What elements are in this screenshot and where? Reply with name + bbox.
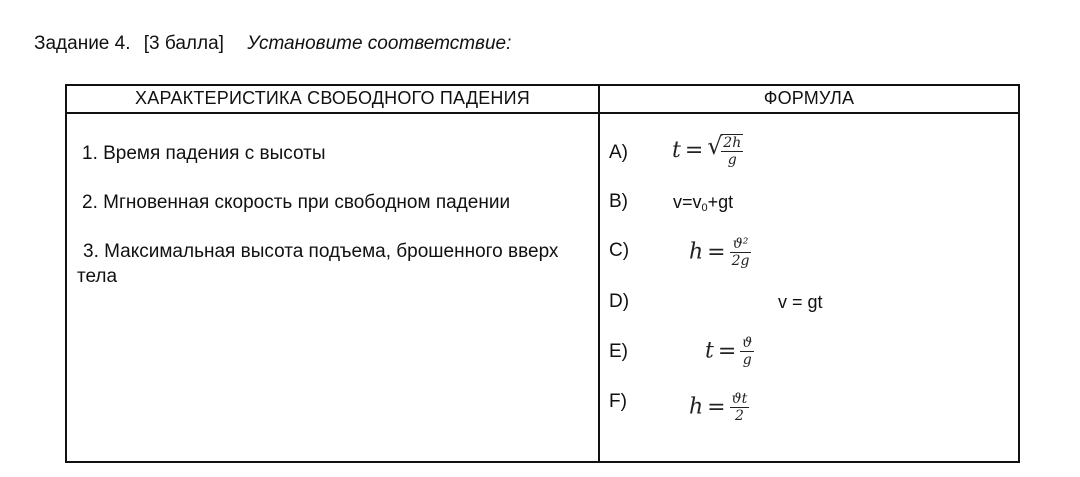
formula-d: v = gt bbox=[778, 292, 823, 312]
formula-equals: = bbox=[684, 138, 704, 163]
formula-equals: = bbox=[717, 338, 737, 364]
formula-fraction bbox=[730, 391, 750, 424]
option-letter: A) bbox=[609, 142, 628, 163]
sqrt-radical bbox=[707, 134, 743, 168]
characteristic-item: 1. Время падения с высоты bbox=[82, 143, 326, 164]
formula-equals: = bbox=[707, 394, 726, 420]
formula-e bbox=[705, 335, 754, 368]
option-letter: F) bbox=[609, 391, 627, 412]
fraction-denominator: 2 bbox=[730, 407, 750, 424]
task-title bbox=[34, 33, 511, 55]
formula-subscript: 0 bbox=[701, 202, 708, 214]
task-instruction: Установите соответствие: bbox=[247, 33, 512, 54]
option-letter: C) bbox=[609, 240, 630, 261]
fraction-denominator: 2g bbox=[731, 253, 750, 269]
option-letter: D) bbox=[609, 291, 630, 312]
characteristic-item: 3. Максимальная высота подъема, брошенного вверх тела bbox=[77, 241, 559, 287]
sqrt-symbol: √ bbox=[707, 132, 723, 160]
formula-lhs: t bbox=[705, 338, 714, 364]
formula-c bbox=[689, 236, 751, 269]
task-points: [3 балла] bbox=[143, 33, 224, 54]
formula-lhs: t bbox=[672, 138, 681, 163]
formula-equals: = bbox=[707, 239, 726, 265]
header-divider bbox=[67, 112, 1018, 114]
formula-lhs: h bbox=[689, 394, 704, 420]
formula-lhs: h bbox=[689, 239, 704, 265]
formula-f bbox=[689, 391, 749, 424]
option-letter: E) bbox=[609, 341, 628, 362]
formula-b bbox=[673, 192, 733, 214]
characteristic-item: 2. Мгновенная скорость при свободном падении bbox=[82, 192, 511, 213]
formula-a bbox=[672, 134, 743, 168]
column-divider bbox=[598, 86, 600, 461]
fraction-denominator: g bbox=[721, 151, 743, 168]
header-characteristic: ХАРАКТЕРИСТИКА СВОБОДНОГО ПАДЕНИЯ bbox=[135, 88, 530, 108]
task-number: Задание 4. bbox=[34, 33, 131, 54]
formula-text: +gt bbox=[707, 192, 734, 212]
fraction-numerator: ϑt bbox=[731, 391, 748, 407]
formula-fraction bbox=[721, 134, 743, 168]
option-letter: B) bbox=[609, 191, 628, 212]
fraction-numerator: ϑ² bbox=[732, 236, 749, 252]
matching-table bbox=[65, 84, 1020, 463]
formula-text: v=v bbox=[673, 192, 702, 212]
formula-fraction bbox=[740, 335, 754, 368]
fraction-numerator: ϑ bbox=[742, 335, 753, 351]
fraction-numerator: 2h bbox=[723, 135, 742, 151]
formula-fraction bbox=[730, 236, 752, 269]
fraction-denominator: g bbox=[740, 351, 754, 368]
header-formula: ФОРМУЛА bbox=[763, 88, 855, 108]
